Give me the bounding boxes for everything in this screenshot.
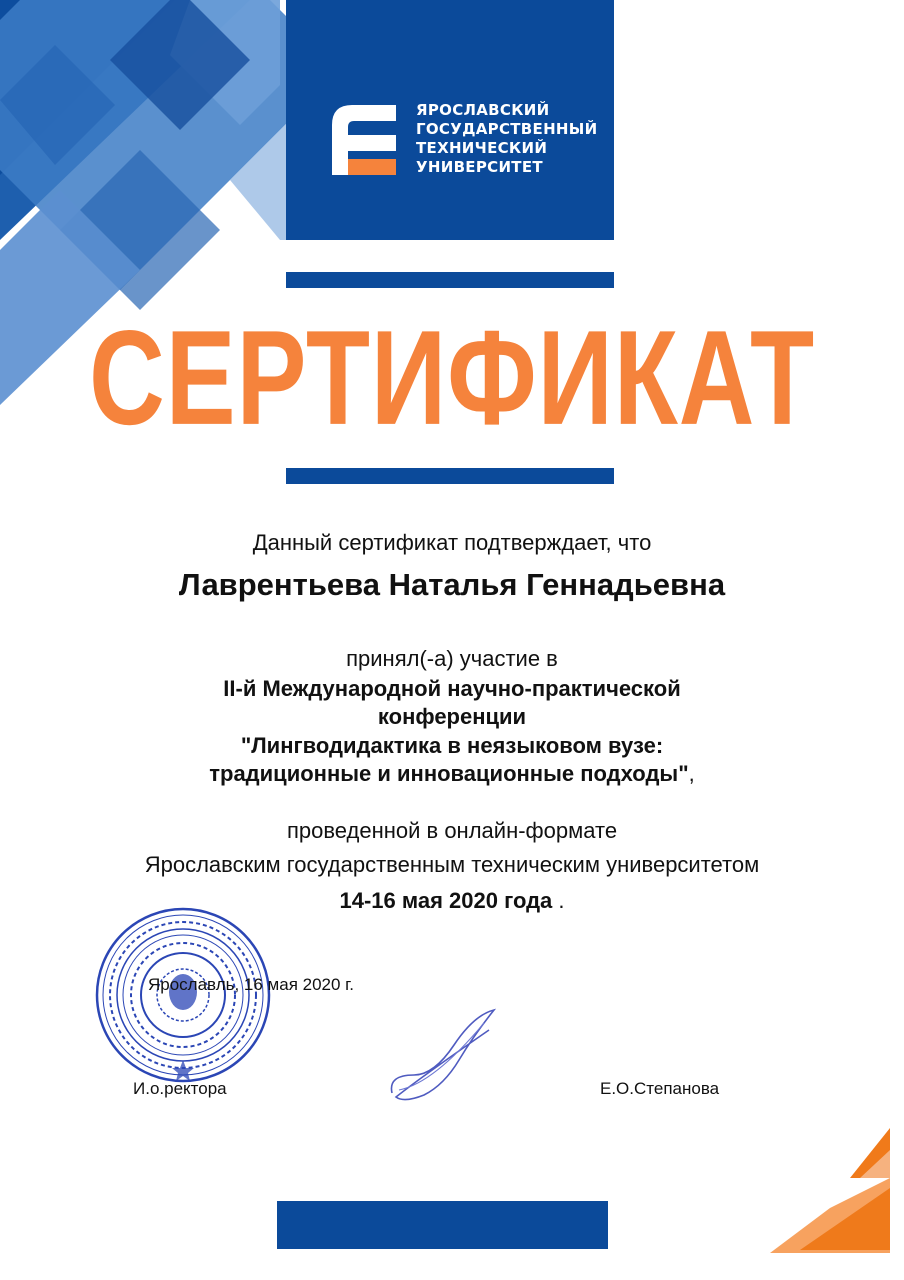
footer-bar xyxy=(277,1201,608,1249)
place-date: Ярославль, 16 мая 2020 г. xyxy=(148,975,355,994)
university-name-line: УНИВЕРСИТЕТ xyxy=(416,158,543,176)
format-text: проведенной в онлайн-формате xyxy=(286,818,618,843)
event-line-wrapper xyxy=(0,761,904,787)
divider-bottom xyxy=(286,468,614,484)
participation-text: принял(-а) участие в xyxy=(346,646,558,671)
recipient-name: Лаврентьева Наталья Геннадьевна xyxy=(178,567,726,602)
university-name-line: ЯРОСЛАВСКИЙ xyxy=(416,101,550,119)
divider-top xyxy=(286,272,614,288)
event-line: II-й Международной научно-практической xyxy=(223,676,681,701)
organizer-text: Ярославским государственным техническим университетом xyxy=(144,852,760,877)
event-line-suffix: , xyxy=(688,761,695,786)
university-logo xyxy=(330,103,396,175)
certificate-title: СЕРТИФИКАТ xyxy=(89,303,815,454)
event-dates: 14-16 мая 2020 года xyxy=(339,888,553,913)
signature xyxy=(384,1005,504,1105)
signer-name: Е.О.Степанова xyxy=(600,1079,720,1098)
event-line: традиционные и инновационные подходы" xyxy=(209,761,689,786)
university-name-line: ГОСУДАРСТВЕННЫЙ xyxy=(416,120,598,138)
university-name-line: ТЕХНИЧЕСКИЙ xyxy=(416,139,548,157)
signer-title: И.о.ректора xyxy=(133,1079,227,1098)
event-line: "Лингводидактика в неязыковом вузе: xyxy=(240,733,664,758)
event-line: конференции xyxy=(377,704,527,729)
dates-suffix: . xyxy=(552,888,565,913)
university-name xyxy=(416,101,597,177)
corner-triangles-decoration xyxy=(770,1128,904,1280)
confirm-text: Данный сертификат подтверждает, что xyxy=(252,530,652,555)
